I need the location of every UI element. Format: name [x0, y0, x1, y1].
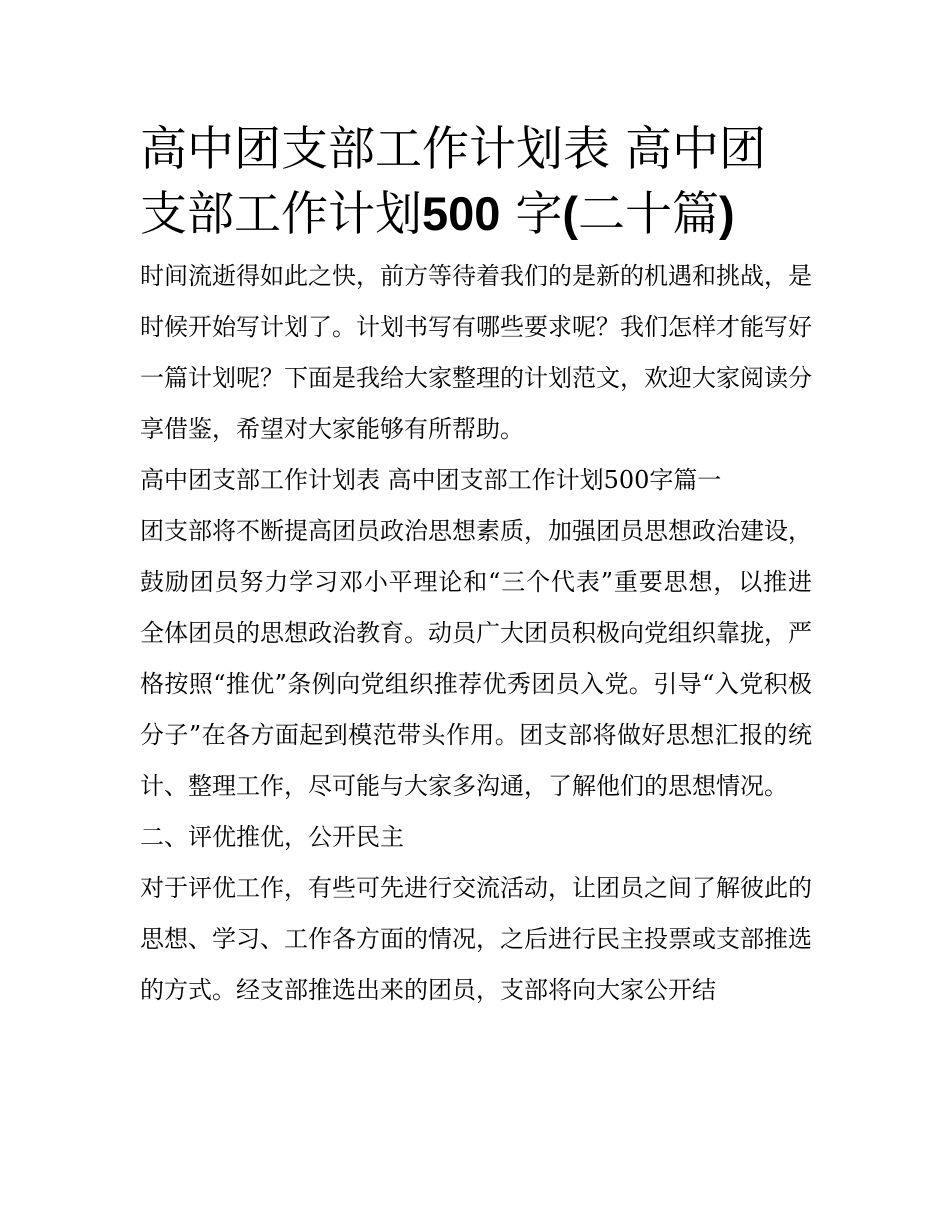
document-body [140, 251, 812, 1016]
title-text: 高中团支部工作计划表 高中团支部工作计划 [140, 122, 766, 242]
document-title [140, 118, 812, 247]
section-heading: 二、评优推优，公开民主 [140, 823, 404, 851]
title-count: 二十篇 [578, 187, 720, 242]
title-number: 500 [422, 187, 501, 240]
title-bracket-close: ) [719, 187, 735, 240]
title-unit: 字 [500, 187, 563, 242]
body-paragraph: 对于评优工作，有些可先进行交流活动，让团员之间了解彼此的思想、学习、工作各方面的情况，之后进行民主投票或支部推选的方式。经支部推选出来的团员，支部将向大家公开结 [140, 874, 812, 1004]
title-bracket-open: ( [562, 187, 579, 240]
intro-paragraph: 时间流逝得如此之快，前方等待着我们的是新的机遇和挑战，是时候开始写计划了。计划书写有哪些要求呢？我们怎样才能写好一篇计划呢？下面是我给大家整理的计划范文，欢迎大家阅读分享借鉴，希望对大家能够有所帮助。 [140, 262, 812, 443]
section-heading: 高中团支部工作计划表 高中团支部工作计划500字篇一 [140, 466, 722, 494]
document-page [140, 118, 812, 1016]
body-paragraph: 团支部将不断提高团员政治思想素质，加强团员思想政治建设，鼓励团员努力学习邓小平理论和“三个代表”重要思想，以推进全体团员的思想政治教育。动员广大团员积极向党组织靠拢，严格按照“推优”条例向党组织推荐优秀团员入党。引导“入党积极分子”在各方面起到模范带头作用。团支部将做好思想汇报的统计、整理工作，尽可能与大家多沟通，了解他们的思想情况。 [140, 517, 812, 800]
